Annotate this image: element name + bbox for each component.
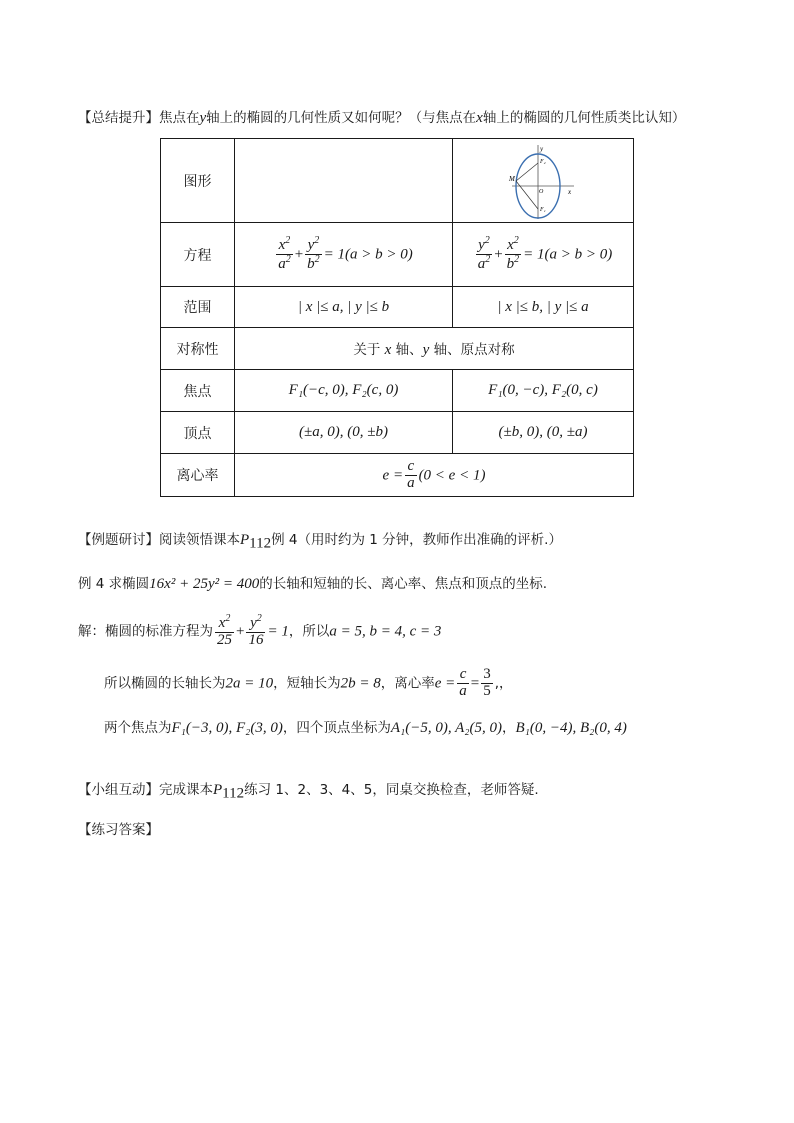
row-label-range: 范围	[161, 287, 235, 328]
focal-line-2	[516, 181, 538, 209]
example-title-line	[78, 572, 547, 593]
range-y: | x |≤ b, | y |≤ a	[453, 287, 634, 328]
table-row-equation	[161, 223, 634, 287]
fig-label-o: O	[539, 188, 544, 195]
row-label-focus: 焦点	[161, 370, 235, 412]
solution-line-2: 所以椭圆的长轴长为2a = 10，短轴长为2b = 8，离心率e = $\frac{c}{a}$ = $\frac{3}{5}$ ,，	[104, 666, 513, 699]
focus-y: F₁(0, −c), F₂(0, c)	[453, 370, 634, 412]
example-page: P	[240, 532, 250, 548]
sym-post: 轴、原点对称	[433, 342, 515, 358]
sym-mid: 轴、	[395, 342, 423, 358]
sym-y: y	[422, 342, 430, 358]
summary-text-1: 焦点在	[159, 110, 200, 126]
fig-label-m: M	[509, 174, 515, 183]
vertex-x: (±a, 0), (0, ±b)	[235, 412, 453, 454]
focal-line-1	[516, 163, 538, 181]
example-tag: 【例题研讨】	[78, 532, 159, 548]
line2-a: 所以椭圆的长轴长为	[104, 675, 226, 692]
vertical-ellipse-figure	[508, 141, 578, 221]
row-label-vertex: 顶点	[161, 412, 235, 454]
sol-pre: 解：椭圆的标准方程为	[78, 623, 213, 640]
symmetry-cell	[235, 328, 634, 370]
line2-tail: ,，	[494, 675, 513, 692]
table-row-figure	[161, 139, 634, 223]
summary-text-2: 轴上的椭圆的几何性质又如何呢？（与焦点在	[206, 110, 477, 126]
summary-tag: 【总结提升】	[78, 110, 159, 126]
group-page: P	[213, 782, 223, 798]
equation-x: $\frac{x^2}{a^2}$ + $\frac{y^2}{b^2}$ = 1(a > b > 0)	[235, 223, 453, 287]
eccentricity-cell	[235, 454, 634, 497]
summary-line	[78, 106, 685, 127]
sol-eq-tail: = 1	[267, 623, 289, 640]
table-row-vertex	[161, 412, 634, 454]
row-label-equation: 方程	[161, 223, 235, 287]
line2-c: ，离心率	[380, 675, 435, 692]
fig-label-f1: F₁	[540, 206, 546, 213]
row-label-eccentricity: 离心率	[161, 454, 235, 497]
sol-abc: a = 5, b = 4, c = 3	[329, 623, 442, 640]
equation-x-cond: = 1(a > b > 0)	[323, 246, 413, 263]
line2-minor: 2b = 8	[340, 675, 381, 692]
group-line	[78, 778, 539, 803]
table-row-symmetry	[161, 328, 634, 370]
line3-c: ，	[501, 720, 516, 736]
group-page-sub: 112	[222, 785, 245, 802]
frac-x2-a2: $\frac{x^2}{a^2}$	[278, 235, 291, 272]
group-post: 练习 1、2、3、4、5，同桌交换检查，老师答疑.	[244, 782, 539, 798]
example-intro-post: 例 4（用时约为 1 分钟，教师作出准确的评析.）	[271, 532, 562, 548]
line2-b: ，短轴长为	[273, 675, 341, 692]
summary-text-3: 轴上的椭圆的几何性质类比认知）	[482, 110, 686, 126]
ecc-lhs: e =	[382, 467, 404, 483]
row-label-symmetry: 对称性	[161, 328, 235, 370]
line3-v2: B₁(0, −4), B₂(0, 4)	[515, 720, 627, 736]
solution-line-3	[104, 716, 627, 737]
frac-y2-a2: $\frac{y^2}{a^2}$	[477, 235, 491, 272]
frac-y2-b2: $\frac{y^2}{b^2}$	[307, 235, 320, 272]
sol-mid: ，所以	[288, 623, 330, 640]
fig-label-x: x	[568, 187, 572, 196]
equation-y-cond: = 1(a > b > 0)	[523, 246, 613, 263]
summary-axis-x: x	[476, 110, 483, 126]
example-title-pre: 例 4 求椭圆	[78, 576, 150, 592]
solution-line-1: 解：椭圆的标准方程为 $\frac{x^2}{25}$ + $\frac{y^2}{16}$ = 1，所以a = 5, b = 4, c = 3	[78, 613, 442, 648]
answers-tag: 【练习答案】	[78, 822, 159, 838]
vertex-y: (±b, 0), (0, ±a)	[453, 412, 634, 454]
summary-axis-y: y	[199, 110, 207, 126]
example-intro-pre: 阅读领悟课本	[159, 532, 240, 548]
group-tag: 【小组互动】	[78, 782, 159, 798]
table-row-focus	[161, 370, 634, 412]
example-page-sub: 112	[249, 535, 272, 552]
fig-label-f2: F₂	[540, 158, 546, 165]
range-x: | x |≤ a, | y |≤ b	[235, 287, 453, 328]
frac-x2-25: $\frac{x^2}{25}$	[217, 613, 232, 648]
equation-y: $\frac{y^2}{a^2}$ + $\frac{x^2}{b^2}$ = 1(a > b > 0)	[453, 223, 634, 287]
sym-pre: 关于	[353, 342, 381, 358]
frac-x2-b2: $\frac{x^2}{b^2}$	[506, 235, 520, 272]
table-row-range	[161, 287, 634, 328]
example-intro-line	[78, 528, 562, 553]
focus-x: F₁(−c, 0), F₂(c, 0)	[235, 370, 453, 412]
line3-v1: A₁(−5, 0), A₂(5, 0)	[390, 720, 502, 736]
frac-3-5: $\frac{3}{5}$	[483, 666, 491, 699]
group-pre: 完成课本	[159, 782, 213, 798]
example-title-eq: 16x² + 25y² = 400	[149, 576, 260, 592]
sym-x: x	[384, 342, 392, 358]
fig-label-y: y	[540, 144, 544, 153]
figure-cell-x	[235, 139, 453, 223]
line3-a: 两个焦点为	[104, 720, 172, 736]
frac-c-a-2: $\frac{c}{a}$	[459, 666, 467, 699]
answers-line	[78, 818, 159, 838]
line3-foci: F₁(−3, 0), F₂(3, 0)	[171, 720, 283, 736]
line2-major: 2a = 10	[225, 675, 274, 692]
ecc-cond: (0 < e < 1)	[418, 467, 486, 483]
figure-cell-y	[453, 139, 634, 223]
example-title-post: 的长轴和短轴的长、离心率、焦点和顶点的坐标.	[259, 576, 548, 592]
frac-y2-16: $\frac{y^2}{16}$	[248, 613, 264, 648]
line3-b: ，四个顶点坐标为	[282, 720, 391, 736]
row-label-figure: 图形	[161, 139, 235, 223]
frac-c-a: $\frac{c}{a}$	[407, 457, 415, 491]
ellipse-properties-table	[160, 138, 634, 497]
table-row-eccentricity	[161, 454, 634, 497]
